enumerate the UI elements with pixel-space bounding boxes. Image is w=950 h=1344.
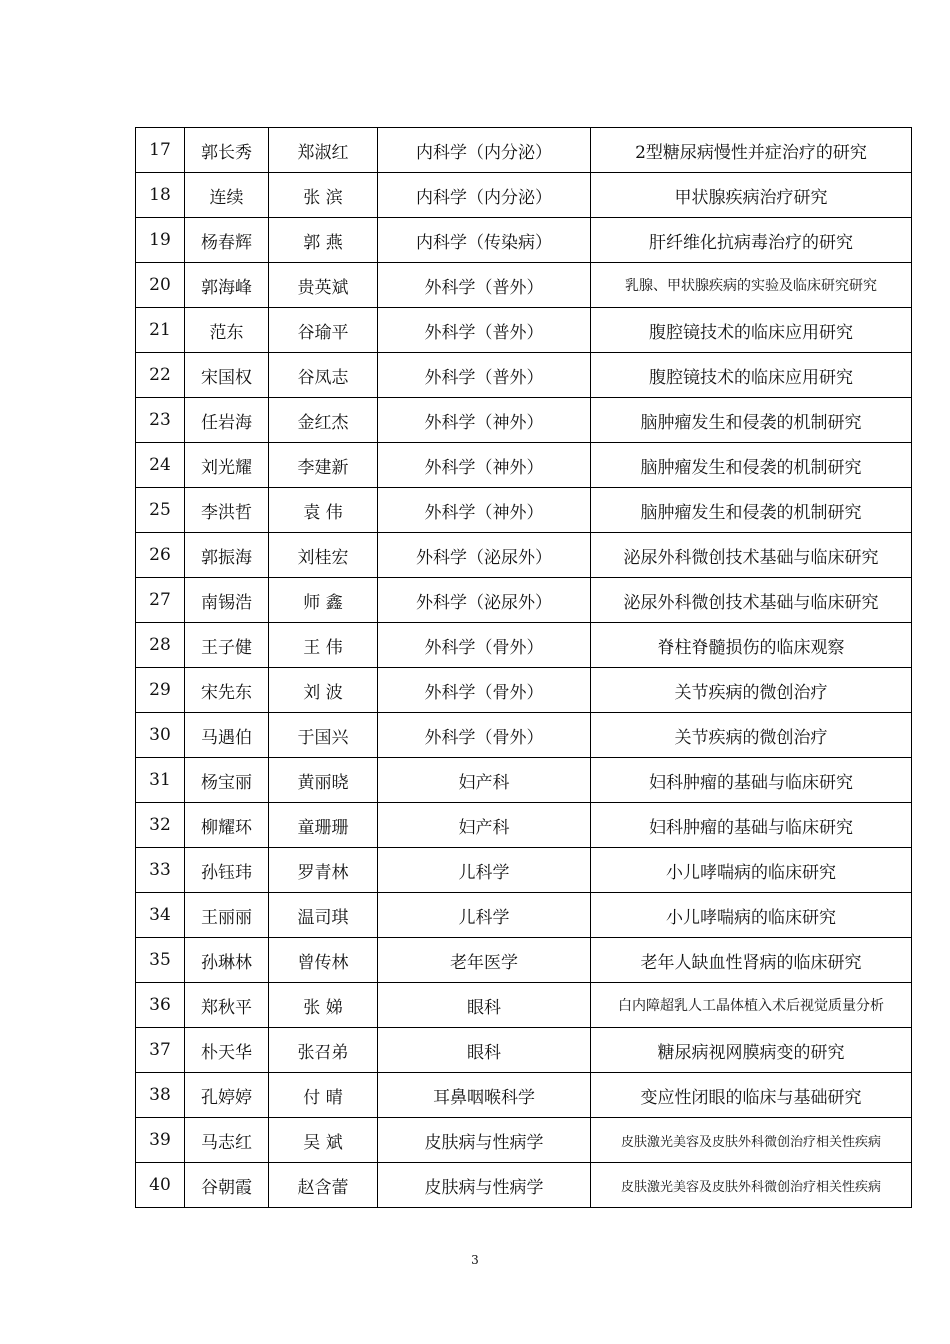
supervisor-name: 师 鑫: [269, 578, 378, 623]
student-name: 马志红: [185, 1118, 269, 1163]
table-row: [136, 803, 912, 848]
supervisor-name: 罗青林: [269, 848, 378, 893]
row-number: 32: [136, 803, 185, 848]
major: 耳鼻咽喉科学: [378, 1073, 591, 1118]
row-number: 34: [136, 893, 185, 938]
row-number: 23: [136, 398, 185, 443]
table-row: [136, 308, 912, 353]
table-row: [136, 533, 912, 578]
research-topic: 变应性闭眼的临床与基础研究: [591, 1073, 912, 1118]
table-row: [136, 128, 912, 173]
supervisor-name: 吴 斌: [269, 1118, 378, 1163]
row-number: 28: [136, 623, 185, 668]
major: 外科学（普外）: [378, 353, 591, 398]
student-name: 马遇伯: [185, 713, 269, 758]
research-topic: 小儿哮喘病的临床研究: [591, 893, 912, 938]
supervisor-name: 王 伟: [269, 623, 378, 668]
research-topic: 皮肤激光美容及皮肤外科微创治疗相关性疾病: [591, 1118, 912, 1163]
table-row: [136, 353, 912, 398]
row-number: 24: [136, 443, 185, 488]
supervisor-name: 赵含蕾: [269, 1163, 378, 1208]
table-row: [136, 398, 912, 443]
table-row: [136, 1118, 912, 1163]
row-number: 33: [136, 848, 185, 893]
major: 外科学（骨外）: [378, 668, 591, 713]
student-name: 连续: [185, 173, 269, 218]
roster-body: [136, 128, 912, 1208]
major: 外科学（神外）: [378, 398, 591, 443]
research-topic: 腹腔镜技术的临床应用研究: [591, 308, 912, 353]
table-row: [136, 623, 912, 668]
student-name: 杨宝丽: [185, 758, 269, 803]
student-name: 宋先东: [185, 668, 269, 713]
student-name: 谷朝霞: [185, 1163, 269, 1208]
major: 儿科学: [378, 893, 591, 938]
supervisor-name: 曾传林: [269, 938, 378, 983]
supervisor-name: 郭 燕: [269, 218, 378, 263]
row-number: 25: [136, 488, 185, 533]
major: 外科学（神外）: [378, 488, 591, 533]
supervisor-name: 温司琪: [269, 893, 378, 938]
table-row: [136, 1028, 912, 1073]
student-name: 孙琳林: [185, 938, 269, 983]
row-number: 37: [136, 1028, 185, 1073]
student-name: 杨春辉: [185, 218, 269, 263]
major: 外科学（普外）: [378, 308, 591, 353]
table-row: [136, 848, 912, 893]
row-number: 21: [136, 308, 185, 353]
table-row: [136, 218, 912, 263]
table-row: [136, 173, 912, 218]
major: 儿科学: [378, 848, 591, 893]
major: 妇产科: [378, 758, 591, 803]
major: 外科学（普外）: [378, 263, 591, 308]
student-name: 任岩海: [185, 398, 269, 443]
major: 外科学（泌尿外）: [378, 578, 591, 623]
supervisor-name: 谷瑜平: [269, 308, 378, 353]
student-name: 郭长秀: [185, 128, 269, 173]
row-number: 26: [136, 533, 185, 578]
row-number: 30: [136, 713, 185, 758]
research-topic: 脑肿瘤发生和侵袭的机制研究: [591, 398, 912, 443]
research-topic: 老年人缺血性肾病的临床研究: [591, 938, 912, 983]
row-number: 22: [136, 353, 185, 398]
major: 外科学（骨外）: [378, 623, 591, 668]
research-topic: 2型糖尿病慢性并症治疗的研究: [591, 128, 912, 173]
major: 外科学（神外）: [378, 443, 591, 488]
supervisor-name: 贵英斌: [269, 263, 378, 308]
research-topic: 皮肤激光美容及皮肤外科微创治疗相关性疾病: [591, 1163, 912, 1208]
major: 老年医学: [378, 938, 591, 983]
major: 内科学（内分泌）: [378, 173, 591, 218]
student-name: 王丽丽: [185, 893, 269, 938]
supervisor-name: 刘桂宏: [269, 533, 378, 578]
research-topic: 白内障超乳人工晶体植入术后视觉质量分析: [591, 983, 912, 1028]
research-topic: 泌尿外科微创技术基础与临床研究: [591, 578, 912, 623]
research-topic: 甲状腺疾病治疗研究: [591, 173, 912, 218]
roster-table: [135, 127, 912, 1208]
student-name: 柳耀环: [185, 803, 269, 848]
student-name: 孔婷婷: [185, 1073, 269, 1118]
supervisor-name: 郑淑红: [269, 128, 378, 173]
research-topic: 脊柱脊髓损伤的临床观察: [591, 623, 912, 668]
major: 皮肤病与性病学: [378, 1163, 591, 1208]
supervisor-name: 李建新: [269, 443, 378, 488]
major: 外科学（泌尿外）: [378, 533, 591, 578]
research-topic: 泌尿外科微创技术基础与临床研究: [591, 533, 912, 578]
student-name: 刘光耀: [185, 443, 269, 488]
research-topic: 妇科肿瘤的基础与临床研究: [591, 803, 912, 848]
supervisor-name: 谷凤志: [269, 353, 378, 398]
major: 眼科: [378, 1028, 591, 1073]
major: 妇产科: [378, 803, 591, 848]
research-topic: 肝纤维化抗病毒治疗的研究: [591, 218, 912, 263]
supervisor-name: 黄丽晓: [269, 758, 378, 803]
table-row: [136, 893, 912, 938]
supervisor-name: 张召弟: [269, 1028, 378, 1073]
table-row: [136, 1163, 912, 1208]
student-name: 郭海峰: [185, 263, 269, 308]
major: 眼科: [378, 983, 591, 1028]
table-row: [136, 1073, 912, 1118]
student-name: 范东: [185, 308, 269, 353]
table-row: [136, 263, 912, 308]
row-number: 31: [136, 758, 185, 803]
row-number: 39: [136, 1118, 185, 1163]
table-row: [136, 443, 912, 488]
research-topic: 腹腔镜技术的临床应用研究: [591, 353, 912, 398]
row-number: 40: [136, 1163, 185, 1208]
row-number: 38: [136, 1073, 185, 1118]
row-number: 20: [136, 263, 185, 308]
supervisor-name: 刘 波: [269, 668, 378, 713]
table-row: [136, 578, 912, 623]
research-topic: 糖尿病视网膜病变的研究: [591, 1028, 912, 1073]
major: 内科学（内分泌）: [378, 128, 591, 173]
row-number: 17: [136, 128, 185, 173]
research-topic: 关节疾病的微创治疗: [591, 668, 912, 713]
research-topic: 乳腺、甲状腺疾病的实验及临床研究研究: [591, 263, 912, 308]
research-topic: 关节疾病的微创治疗: [591, 713, 912, 758]
supervisor-name: 于国兴: [269, 713, 378, 758]
student-name: 孙钰玮: [185, 848, 269, 893]
row-number: 29: [136, 668, 185, 713]
student-name: 宋国权: [185, 353, 269, 398]
major: 外科学（骨外）: [378, 713, 591, 758]
major: 皮肤病与性病学: [378, 1118, 591, 1163]
student-name: 南锡浩: [185, 578, 269, 623]
student-name: 李洪哲: [185, 488, 269, 533]
table-row: [136, 983, 912, 1028]
row-number: 19: [136, 218, 185, 263]
row-number: 36: [136, 983, 185, 1028]
supervisor-name: 袁 伟: [269, 488, 378, 533]
table-row: [136, 668, 912, 713]
table-row: [136, 938, 912, 983]
student-name: 王子健: [185, 623, 269, 668]
table-row: [136, 713, 912, 758]
supervisor-name: 张 娣: [269, 983, 378, 1028]
page-number: 3: [471, 1253, 479, 1267]
row-number: 18: [136, 173, 185, 218]
row-number: 35: [136, 938, 185, 983]
research-topic: 脑肿瘤发生和侵袭的机制研究: [591, 443, 912, 488]
student-name: 郑秋平: [185, 983, 269, 1028]
research-topic: 小儿哮喘病的临床研究: [591, 848, 912, 893]
major: 内科学（传染病）: [378, 218, 591, 263]
student-name: 郭振海: [185, 533, 269, 578]
supervisor-name: 金红杰: [269, 398, 378, 443]
row-number: 27: [136, 578, 185, 623]
supervisor-name: 童珊珊: [269, 803, 378, 848]
table-row: [136, 758, 912, 803]
supervisor-name: 付 晴: [269, 1073, 378, 1118]
research-topic: 脑肿瘤发生和侵袭的机制研究: [591, 488, 912, 533]
table-row: [136, 488, 912, 533]
student-name: 朴天华: [185, 1028, 269, 1073]
supervisor-name: 张 滨: [269, 173, 378, 218]
research-topic: 妇科肿瘤的基础与临床研究: [591, 758, 912, 803]
